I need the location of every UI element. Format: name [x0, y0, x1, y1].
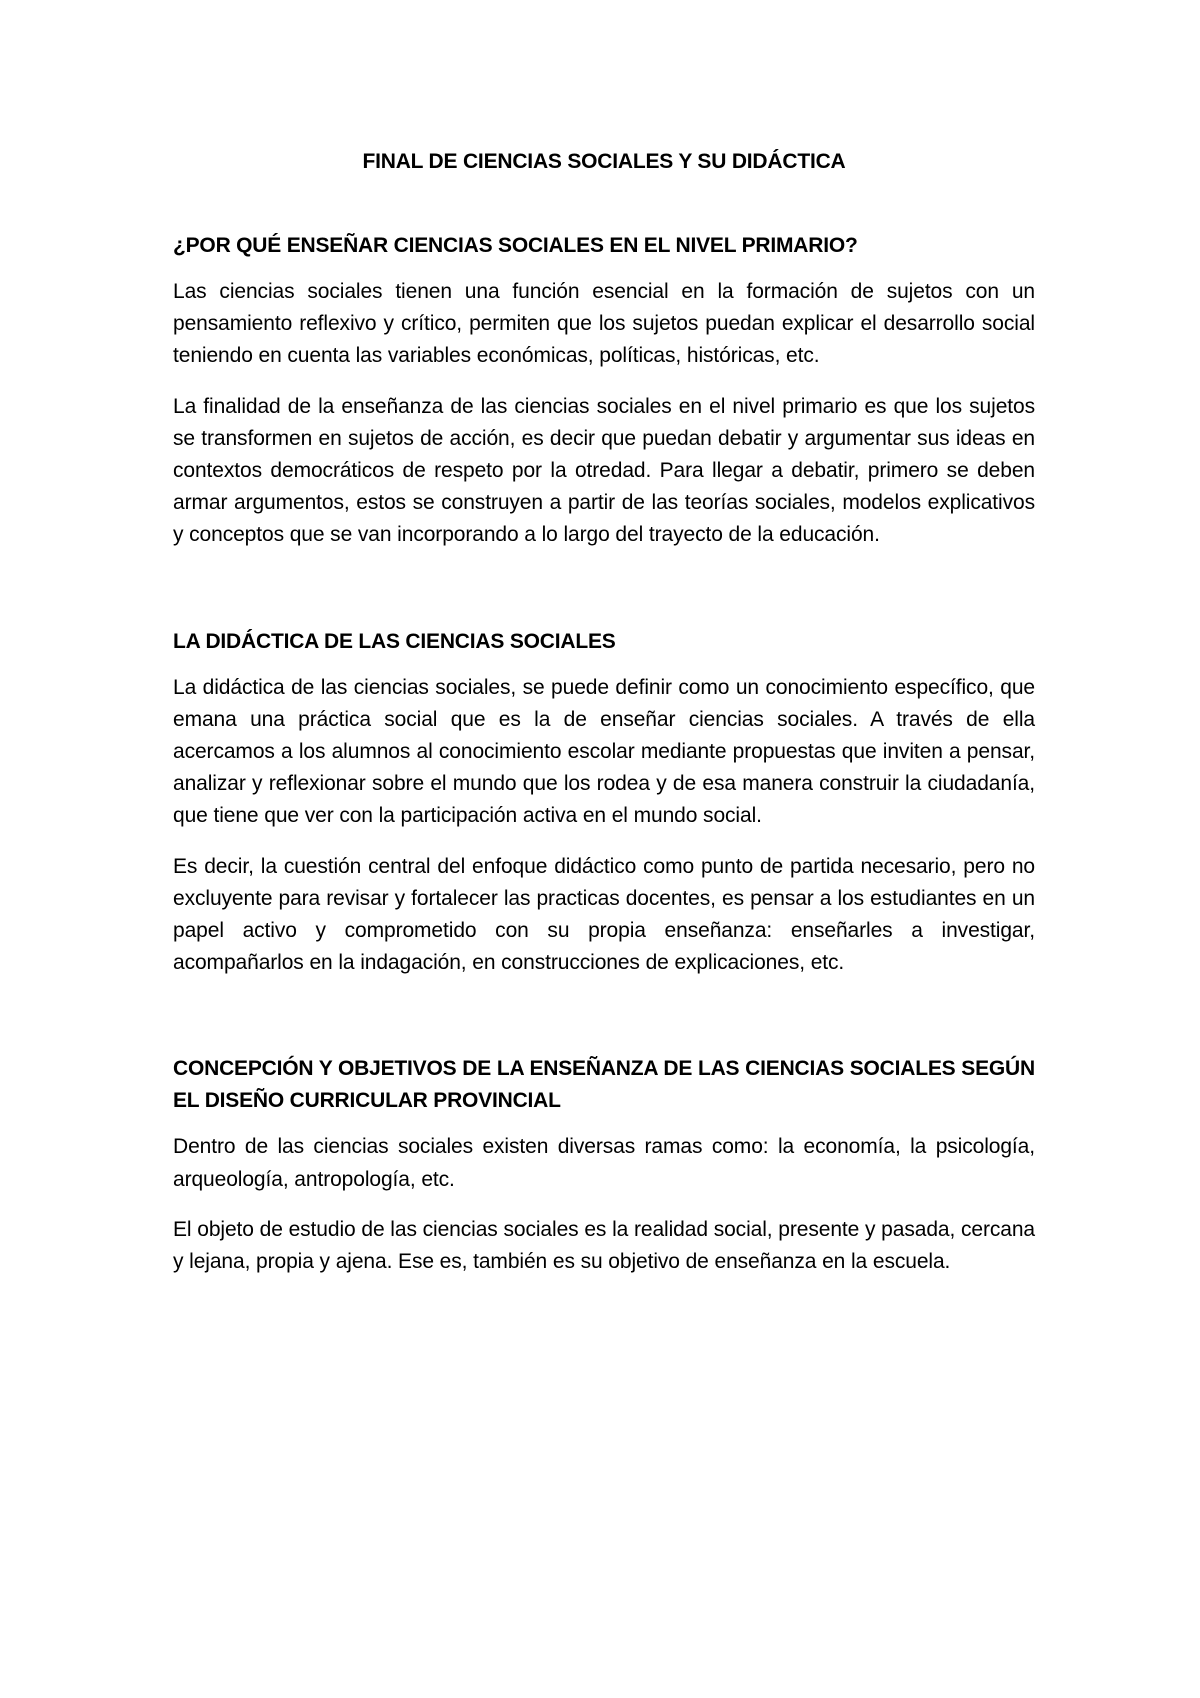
paragraph: Es decir, la cuestión central del enfoque didáctico como punto de partida necesario, pero no excluyente para revisar y fortalecer las practicas docentes, es pensar a los estudiantes en un papel activo y comprometido con su propia enseñanza: enseñarles a investigar, acompañarlos en la indagación, en construcciones de explicaciones, etc.	[173, 854, 1035, 975]
section-why-teach	[173, 230, 1035, 552]
section-conception-objectives	[173, 1053, 1035, 1278]
paragraph: El objeto de estudio de las ciencias sociales es la realidad social, presente y pasada, cercana y lejana, propia y ajena. Ese es, también es su objetivo de enseñanza en la escuela.	[173, 1217, 1035, 1274]
section-didactics	[173, 626, 1035, 980]
paragraph: Dentro de las ciencias sociales existen diversas ramas como: la economía, la psicología, arqueología, antropología, etc.	[173, 1135, 1035, 1191]
document-title: FINAL DE CIENCIAS SOCIALES Y SU DIDÁCTICA	[362, 150, 846, 173]
section-spacer	[173, 570, 1035, 626]
paragraph: La didáctica de las ciencias sociales, se puede definir como un conocimiento específico, que emana una práctica social que es la de enseñar ciencias sociales. A través de ella acercamos a los alumnos al conocimiento escolar mediante propuestas que inviten a pensar, analizar y reflexionar sobre el mundo que los rodea y de esa manera construir la ciudadanía, que tiene que ver con la participación activa en el mundo social.	[173, 675, 1035, 828]
paragraph: Las ciencias sociales tienen una función esencial en la formación de sujetos con un pensamiento reflexivo y crítico, permiten que los sujetos puedan explicar el desarrollo social teniendo en cuenta las variables económicas, políticas, históricas, etc.	[173, 280, 1035, 368]
document-body	[173, 148, 1035, 1296]
paragraph: La finalidad de la enseñanza de las ciencias sociales en el nivel primario es que los sujetos se transformen en sujetos de acción, es decir que puedan debatir y argumentar sus ideas en contextos democráticos de respeto por la otredad. Para llegar a debatir, primero se deben armar argumentos, estos se construyen a partir de las teorías sociales, modelos explicativos y conceptos que se van incorporando a lo largo del trayecto de la educación.	[173, 394, 1035, 547]
section-heading: ¿POR QUÉ ENSEÑAR CIENCIAS SOCIALES EN EL NIVEL PRIMARIO?	[173, 234, 858, 257]
section-heading: CONCEPCIÓN Y OBJETIVOS DE LA ENSEÑANZA DE LAS CIENCIAS SOCIALES SEGÚN EL DISEÑO CURRICULAR PROVINCIAL	[173, 1057, 1035, 1113]
section-heading: LA DIDÁCTICA DE LAS CIENCIAS SOCIALES	[173, 629, 616, 653]
section-spacer	[173, 997, 1035, 1053]
